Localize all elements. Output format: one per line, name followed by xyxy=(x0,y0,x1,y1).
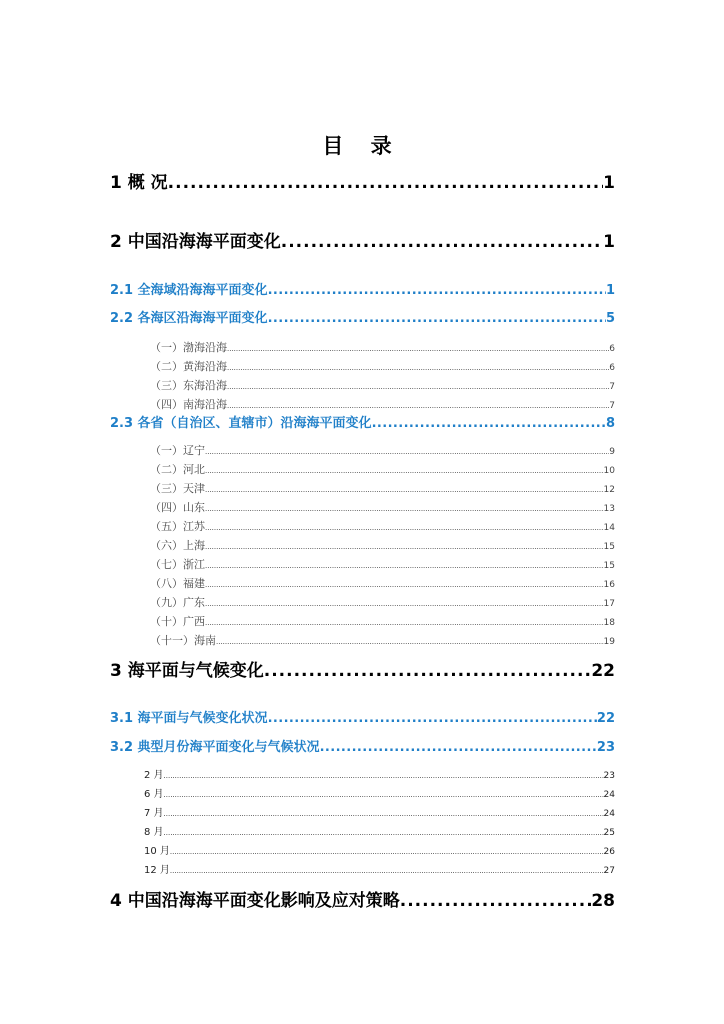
toc-entry-2-3-11[interactable] xyxy=(150,633,615,649)
toc-page-number: 24 xyxy=(603,790,615,800)
toc-entry-2-3-6[interactable] xyxy=(150,538,615,554)
toc-entry-3-2-1[interactable] xyxy=(144,768,615,784)
toc-entry-3-2-3[interactable] xyxy=(144,806,615,822)
toc-entry-label: （三）天津 xyxy=(150,482,205,495)
toc-entry-1[interactable] xyxy=(110,171,615,195)
dot-leader xyxy=(227,360,609,375)
toc-entry-label: （二）黄海沿海 xyxy=(150,360,227,373)
toc-entry-2-3-8[interactable] xyxy=(150,576,615,592)
toc-page-number: 9 xyxy=(609,447,615,457)
toc-entry-3-2-6[interactable] xyxy=(144,863,615,879)
toc-entry-2-3-7[interactable] xyxy=(150,557,615,573)
dot-leader xyxy=(205,501,604,516)
dot-leader xyxy=(227,398,609,413)
toc-page-number: 27 xyxy=(603,866,615,876)
toc-entry-3-2-2[interactable] xyxy=(144,787,615,803)
dot-leader xyxy=(164,806,604,822)
dot-leader xyxy=(205,444,609,459)
dot-leader xyxy=(400,889,592,913)
toc-entry-2-3-4[interactable] xyxy=(150,500,615,516)
toc-entry-label: （一）渤海沿海 xyxy=(150,341,227,354)
toc-page-number: 23 xyxy=(596,740,615,755)
toc-entry-label: 3 海平面与气候变化 xyxy=(110,661,264,681)
toc-entry-label: （二）河北 xyxy=(150,463,205,476)
toc-entry-label: 2.2 各海区沿海海平面变化 xyxy=(110,311,268,326)
toc-page-number: 15 xyxy=(603,561,615,571)
toc-entry-label: （七）浙江 xyxy=(150,558,205,571)
toc-entry-label: 3.1 海平面与气候变化状况 xyxy=(110,711,268,726)
toc-entry-label: （四）山东 xyxy=(150,501,205,514)
toc-page-number: 15 xyxy=(603,542,615,552)
toc-entry-label: （六）上海 xyxy=(150,539,205,552)
toc-entry-label: 6 月 xyxy=(144,789,164,800)
toc-entry-label: 2.1 全海域沿海海平面变化 xyxy=(110,283,268,298)
toc-entry-label: 12 月 xyxy=(144,865,170,876)
toc-entry-label: （五）江苏 xyxy=(150,520,205,533)
toc-page-number: 1 xyxy=(605,283,615,298)
toc-page-number: 7 xyxy=(609,382,615,392)
dot-leader xyxy=(216,634,604,649)
toc-entry-2-2-3[interactable] xyxy=(150,378,615,394)
toc-entry-2[interactable] xyxy=(110,230,615,254)
toc-entry-label: （八）福建 xyxy=(150,577,205,590)
dot-leader xyxy=(205,615,604,630)
toc-entry-label: 7 月 xyxy=(144,808,164,819)
dot-leader xyxy=(320,738,597,758)
toc-entry-4[interactable] xyxy=(110,889,615,913)
toc-entry-3-2[interactable] xyxy=(110,738,615,758)
toc-entry-3-2-4[interactable] xyxy=(144,825,615,841)
dot-leader xyxy=(205,558,604,573)
dot-leader xyxy=(205,539,604,554)
toc-entry-2-2-2[interactable] xyxy=(150,359,615,375)
toc-page-number: 18 xyxy=(603,618,615,628)
toc-page-number: 12 xyxy=(603,485,615,495)
toc-entry-label: （三）东海沿海 xyxy=(150,379,227,392)
toc-entry-2-3-9[interactable] xyxy=(150,595,615,611)
toc-entry-label: 2 中国沿海海平面变化 xyxy=(110,232,281,252)
toc-page-number: 22 xyxy=(591,661,615,681)
toc-entry-3[interactable] xyxy=(110,659,615,683)
dot-leader xyxy=(268,709,597,729)
dot-leader xyxy=(268,281,606,301)
toc-entry-label: 4 中国沿海海平面变化影响及应对策略 xyxy=(110,891,400,911)
toc-page-number: 10 xyxy=(603,466,615,476)
dot-leader xyxy=(168,171,603,195)
toc-page-number: 24 xyxy=(603,809,615,819)
dot-leader xyxy=(227,379,609,394)
toc-entry-label: 8 月 xyxy=(144,827,164,838)
dot-leader xyxy=(170,844,604,860)
dot-leader xyxy=(164,768,604,784)
toc-entry-2-3-3[interactable] xyxy=(150,481,615,497)
toc-entry-2-2[interactable] xyxy=(110,309,615,329)
toc-page-number: 6 xyxy=(609,363,615,373)
toc-page-number: 16 xyxy=(603,580,615,590)
toc-page-number: 22 xyxy=(596,711,615,726)
toc-page-number: 5 xyxy=(605,311,615,326)
toc-page-number: 19 xyxy=(603,637,615,647)
toc-entry-label: 2.3 各省（自治区、直辖市）沿海海平面变化 xyxy=(110,416,372,431)
toc-page-number: 8 xyxy=(605,416,615,431)
toc-entry-label: （一）辽宁 xyxy=(150,444,205,457)
dot-leader xyxy=(227,341,609,356)
toc-entry-2-2-4[interactable] xyxy=(150,397,615,413)
toc-entry-label: （十）广西 xyxy=(150,615,205,628)
toc-page-number: 1 xyxy=(603,232,615,252)
toc-entry-2-2-1[interactable] xyxy=(150,340,615,356)
toc-entry-label: （十一）海南 xyxy=(150,634,216,647)
toc-entry-2-3-1[interactable] xyxy=(150,443,615,459)
toc-entry-3-1[interactable] xyxy=(110,709,615,729)
toc-page-number: 14 xyxy=(603,523,615,533)
dot-leader xyxy=(281,230,603,254)
dot-leader xyxy=(205,577,604,592)
dot-leader xyxy=(205,482,604,497)
toc-title: 目 录 xyxy=(322,134,402,158)
toc-entry-label: （四）南海沿海 xyxy=(150,398,227,411)
toc-page-number: 25 xyxy=(603,828,615,838)
toc-page-number: 6 xyxy=(609,344,615,354)
toc-entry-label: 3.2 典型月份海平面变化与气候状况 xyxy=(110,740,320,755)
toc-page-number: 28 xyxy=(591,891,615,911)
toc-entry-2-3-2[interactable] xyxy=(150,462,615,478)
toc-entry-2-3-10[interactable] xyxy=(150,614,615,630)
toc-entry-label: 10 月 xyxy=(144,846,170,857)
toc-entry-2-1[interactable] xyxy=(110,281,615,301)
dot-leader xyxy=(170,863,604,879)
dot-leader xyxy=(205,596,604,611)
toc-entry-3-2-5[interactable] xyxy=(144,844,615,860)
toc-page-number: 1 xyxy=(603,173,615,193)
dot-leader xyxy=(268,309,606,329)
toc-entry-2-3[interactable] xyxy=(110,414,615,434)
toc-page-number: 23 xyxy=(603,771,615,781)
dot-leader xyxy=(164,787,604,803)
toc-entry-2-3-5[interactable] xyxy=(150,519,615,535)
toc-page-number: 13 xyxy=(603,504,615,514)
dot-leader xyxy=(205,463,604,478)
toc-entry-label: 1 概 况 xyxy=(110,173,168,193)
dot-leader xyxy=(372,414,606,434)
toc-entry-label: 2 月 xyxy=(144,770,164,781)
dot-leader xyxy=(164,825,604,841)
toc-page-number: 17 xyxy=(603,599,615,609)
toc-page-number: 7 xyxy=(609,401,615,411)
dot-leader xyxy=(264,659,592,683)
toc-entry-label: （九）广东 xyxy=(150,596,205,609)
dot-leader xyxy=(205,520,604,535)
toc-page-number: 26 xyxy=(603,847,615,857)
